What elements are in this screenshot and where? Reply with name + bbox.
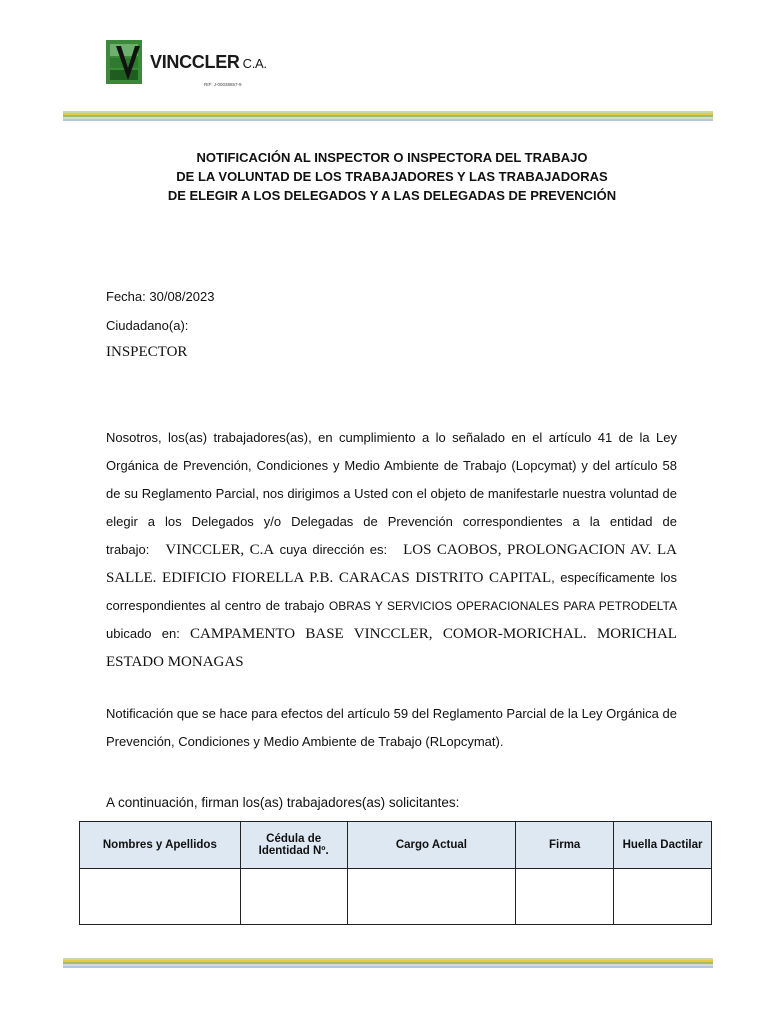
ubicado-label: ubicado en: (106, 626, 180, 641)
cell-firma (516, 869, 614, 925)
footer-divider-band (63, 958, 713, 968)
header-huella: Huella Dactilar (614, 822, 712, 869)
header-cargo: Cargo Actual (347, 822, 516, 869)
cell-nombres (80, 869, 241, 925)
fecha-label: Fecha: (106, 289, 146, 304)
title-line-2: DE LA VOLUNTAD DE LOS TRABAJADORES Y LAS TRABAJADORAS (176, 169, 608, 184)
header-cedula: Cédula de Identidad Nº. (240, 822, 347, 869)
cell-cargo (347, 869, 516, 925)
title-line-3: DE ELEGIR A LOS DELEGADOS Y A LAS DELEGADAS DE PREVENCIÓN (167, 188, 617, 203)
direccion-label: cuya dirección es: (279, 542, 388, 557)
header-firma: Firma (516, 822, 614, 869)
header-nombres: Nombres y Apellidos (80, 822, 241, 869)
document-title (100, 148, 684, 205)
logo-rif: RIF: J-00038857-9 (204, 82, 242, 87)
recipient-name: INSPECTOR (106, 344, 188, 360)
ubicacion-value: CAMPAMENTO BASE VINCCLER, COMOR-MORICHAL. MORICHAL ESTADO MONAGAS (106, 626, 677, 670)
signatures-table (79, 821, 712, 925)
centro-value: OBRAS Y SERVICIOS OPERACIONALES PARA PETRODELTA (328, 599, 677, 613)
logo-text: VINCCLER C.A. (150, 52, 267, 72)
ciudadano-label: Ciudadano(a): (106, 318, 189, 333)
entidad-name: VINCCLER, C.A (165, 542, 275, 558)
body-paragraph-1 (106, 424, 677, 676)
cell-huella (614, 869, 712, 925)
cell-cedula (240, 869, 347, 925)
intro-text: Nosotros, los(as) trabajadores(as), en cumplimiento a lo señalado en el artículo 41 de la Ley Orgánica de Prevención, Condiciones y Medio Ambiente de Trabajo (Lopcymat) y del artículo 58 de su Reglamento Parcial, nos dirigimos a Usted con el objeto de manifestarle nuestra voluntad de elegir a los Delegados y/o Delegadas de Prevención correspondientes a la entidad de trabajo: (106, 430, 677, 557)
title-line-1: NOTIFICACIÓN AL INSPECTOR O INSPECTORA DEL TRABAJO (196, 150, 588, 165)
fecha-value: 30/08/2023 (149, 289, 215, 304)
body-paragraph-2: Notificación que se hace para efectos del artículo 59 del Reglamento Parcial de la Ley Orgánica de Prevención, Condiciones y Medio Ambiente de Trabajo (RLopcymat). (106, 706, 677, 749)
table-row (80, 869, 712, 925)
company-logo (106, 38, 267, 92)
logo-mark-icon (106, 40, 150, 86)
centro-label: , específicamente los correspondientes al centro de trabajo (106, 570, 677, 613)
direccion-value: LOS CAOBOS, PROLONGACION AV. LA SALLE. EDIFICIO FIORELLA P.B. CARACAS DISTRITO CAPITAL (106, 542, 677, 586)
table-header-row (80, 822, 712, 869)
signers-intro: A continuación, firman los(as) trabajadores(as) solicitantes: (106, 795, 460, 810)
header-divider-band (63, 111, 713, 121)
fecha-line (106, 289, 214, 304)
